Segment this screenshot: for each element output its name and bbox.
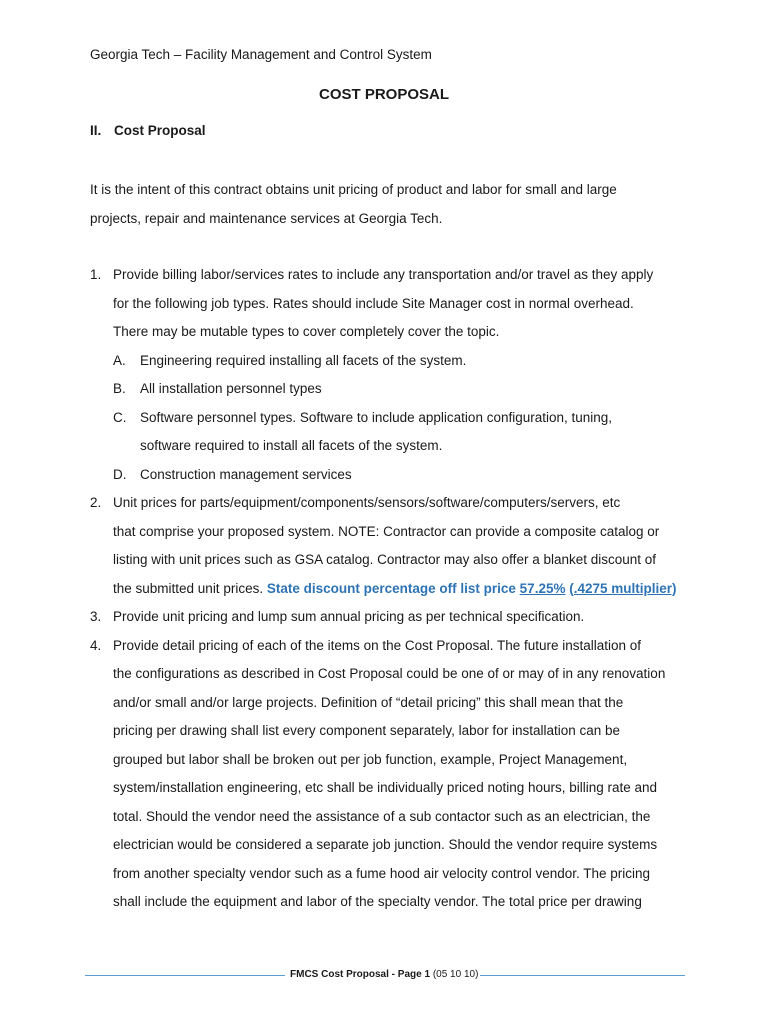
list-marker: 4.	[90, 637, 102, 653]
footer-rule-left	[85, 975, 285, 976]
list-line: electrician would be considered a separate job junction. Should the vendor require systems	[113, 837, 658, 852]
sub-line: software required to install all facets of the system.	[140, 438, 443, 453]
list-line: for the following job types. Rates should include Site Manager cost in normal overhead.	[113, 295, 634, 311]
sub-item-a	[90, 347, 690, 376]
document-title: COST PROPOSAL	[318, 86, 449, 103]
list-marker: 3.	[90, 609, 102, 624]
sub-item-c	[90, 404, 690, 461]
list-line: Provide unit pricing and lump sum annual pricing as per technical specification.	[113, 609, 585, 624]
list-line: the configurations as described in Cost Proposal could be one of or may of in any renovation	[113, 666, 666, 681]
sub-item-d	[90, 461, 690, 490]
list-line: that comprise your proposed system. NOTE: Contractor can provide a composite catalog or	[113, 523, 660, 539]
list-line: from another specialty vendor such as a fume hood air velocity control vendor. The pricing	[113, 865, 651, 881]
plain-text: the submitted unit prices.	[113, 580, 264, 596]
list-line: system/installation engineering, etc shall be individually priced noting hours, billing rate and	[113, 780, 658, 795]
running-header: Georgia Tech – Facility Management and Control System	[90, 47, 432, 62]
list-line: listing with unit prices such as GSA catalog. Contractor may also offer a blanket discount of	[113, 552, 657, 567]
sub-line: Engineering required installing all facets of the system.	[140, 352, 467, 368]
list-item-1	[90, 261, 690, 347]
intro-line: It is the intent of this contract obtains unit pricing of product and labor for small and large	[90, 182, 617, 197]
discount-percentage-link[interactable]: 57.25%	[519, 580, 566, 596]
sub-marker: C.	[113, 409, 127, 425]
discount-highlight: State discount percentage off list price	[266, 580, 516, 596]
sub-line: Software personnel types. Software to include application configuration, tuning,	[140, 409, 613, 425]
list-line	[113, 575, 690, 604]
intro-paragraph	[90, 176, 680, 233]
sub-item-b	[90, 375, 690, 404]
list-line: Provide detail pricing of each of the items on the Cost Proposal. The future installation of	[113, 637, 642, 653]
sub-marker: D.	[113, 466, 127, 482]
list-line: grouped but labor shall be broken out per job function, example, Project Management,	[113, 751, 628, 767]
list-line: total. Should the vendor need the assistance of a sub contactor such as an electrician, the	[113, 808, 651, 824]
list-line: Unit prices for parts/equipment/components/sensors/software/computers/servers, etc	[113, 495, 621, 510]
sub-line: All installation personnel types	[140, 381, 322, 396]
multiplier-link[interactable]: (.4275 multiplier)	[569, 580, 677, 596]
list-item-3	[90, 603, 690, 632]
section-heading	[90, 123, 206, 138]
section-title: Cost Proposal	[114, 123, 206, 138]
list-item-2	[90, 489, 690, 603]
footer-date: (05 10 10)	[432, 969, 479, 980]
list-line: shall include the equipment and labor of the specialty vendor. The total price per drawing	[113, 894, 642, 909]
page-footer	[290, 969, 478, 980]
list-item-4	[90, 632, 690, 917]
sub-marker: A.	[113, 352, 126, 368]
sub-line: Construction management services	[140, 466, 352, 482]
list-line: and/or small and/or large projects. Definition of “detail pricing” this shall mean that the	[113, 694, 624, 710]
footer-rule-right	[480, 975, 685, 976]
list-line: pricing per drawing shall list every component separately, labor for installation can be	[113, 723, 621, 738]
list-line: Provide billing labor/services rates to include any transportation and/or travel as they apply	[113, 267, 654, 282]
list-marker: 2.	[90, 495, 102, 510]
footer-label: FMCS Cost Proposal - Page 1	[290, 969, 431, 980]
intro-line: projects, repair and maintenance services at Georgia Tech.	[90, 210, 443, 226]
numbered-list	[90, 261, 690, 917]
section-number: II.	[90, 123, 102, 138]
list-line: There may be mutable types to cover completely cover the topic.	[113, 324, 500, 339]
sub-marker: B.	[113, 381, 126, 396]
list-marker: 1.	[90, 267, 102, 282]
